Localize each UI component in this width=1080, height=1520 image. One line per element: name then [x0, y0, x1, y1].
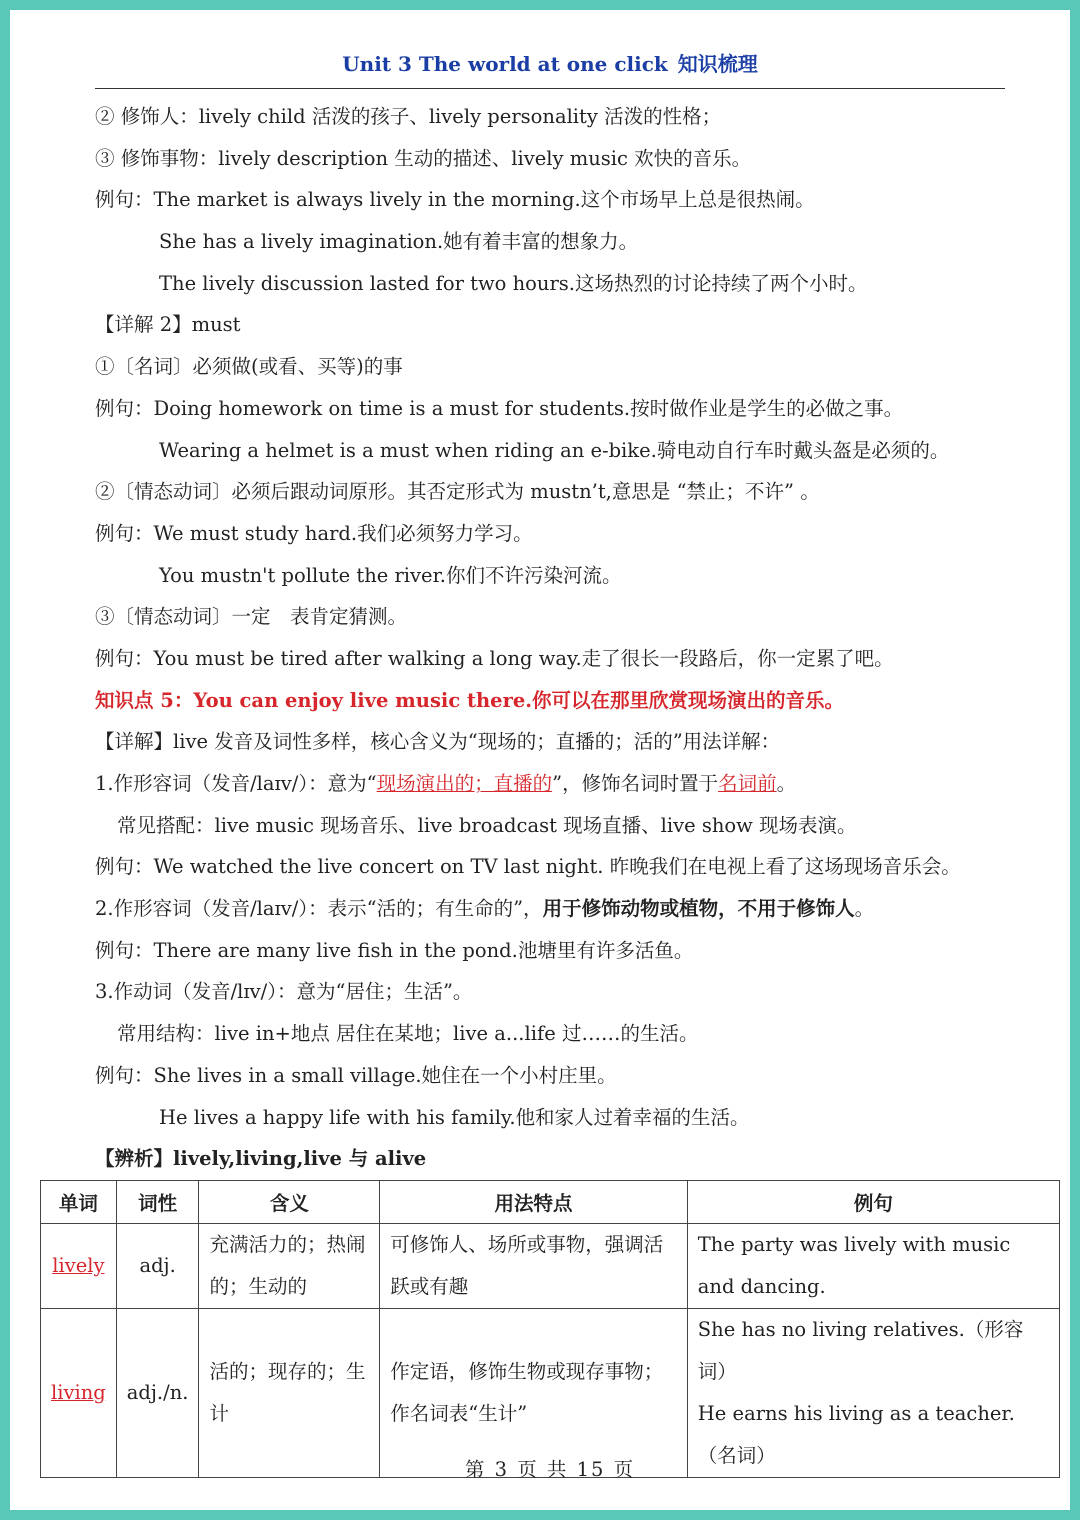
comparison-heading: 【辨析】lively,living,live 与 alive [95, 1147, 427, 1171]
table-header-row [41, 1181, 1060, 1224]
example-line: The lively discussion lasted for two hours.这场热烈的讨论持续了两个小时。 [159, 271, 868, 295]
meaning-cell: 充满活力的；热闹的；生动的 [199, 1224, 380, 1309]
example-line: She has no living relatives.（形容词） [697, 1318, 1024, 1383]
example-line: 例句：The market is always lively in the morning.这个市场早上总是很热闹。 [95, 188, 815, 212]
header-title-en: Unit 3 The world at one click [342, 52, 668, 76]
page-number: 第 3 页 共 15 页 [464, 1458, 636, 1481]
text-span: 。 [776, 772, 797, 795]
text-line: ③〔情态动词〕一定 表肯定猜测。 [95, 605, 408, 629]
text-line: 常用结构：live in+地点 居住在某地；live a...life 过……的生活。 [117, 1022, 699, 1046]
bold-text: 用于修饰动物或植物，不用于修饰人 [542, 897, 855, 921]
text-line: ② 修饰人：lively child 活泼的孩子、lively personality 活泼的性格； [95, 105, 722, 128]
text-line: 3.作动词（发音/lɪv/）：意为“居住；生活”。 [95, 980, 473, 1004]
text-line: ②〔情态动词〕必须后跟动词原形。其否定形式为 mustn’t,意思是 “禁止；不许” 。 [95, 480, 820, 504]
table-header-cell: 用法特点 [380, 1181, 688, 1224]
text-line [95, 888, 1025, 930]
word-cell: living [41, 1309, 117, 1478]
example-line: 例句：We watched the live concert on TV last night. 昨晚我们在电视上看了这场现场音乐会。 [95, 855, 961, 879]
text-span: 2.作形容词（发音/laɪv/）：表示“活的；有生命的”， [95, 897, 543, 921]
table-header-cell: 含义 [199, 1181, 380, 1224]
table-row [41, 1309, 1060, 1478]
example-line: 例句：You must be tired after walking a long way.走了很长一段路后，你一定累了吧。 [95, 646, 894, 670]
header-title-cn: 知识梳理 [677, 52, 758, 76]
pos-cell: adj./n. [116, 1309, 199, 1478]
example-line: 例句：Doing homework on time is a must for students.按时做作业是学生的必做之事。 [95, 396, 904, 420]
pos-cell: adj. [116, 1224, 199, 1309]
text-span: 1.作形容词（发音/laɪv/）：意为“ [95, 772, 377, 795]
text-span: ”，修饰名词时置于 [552, 772, 719, 795]
meaning-cell: 活的；现存的；生计 [199, 1309, 380, 1478]
table-header-cell: 例句 [687, 1181, 1059, 1224]
table-row [41, 1224, 1060, 1309]
underlined-answer: 名词前 [718, 772, 777, 795]
text-line: ①〔名词〕必须做(或看、买等)的事 [95, 355, 403, 379]
example-line: 例句：We must study hard.我们必须努力学习。 [95, 521, 533, 545]
usage-cell: 可修饰人、场所或事物，强调活跃或有趣 [380, 1224, 688, 1309]
example-line: 例句：There are many live fish in the pond.池塘里有许多活鱼。 [95, 938, 694, 962]
section-heading: 【详解 2】must [95, 313, 241, 337]
table-header-cell: 单词 [41, 1181, 117, 1224]
word-cell: lively [41, 1224, 117, 1309]
usage-cell: 作定语，修饰生物或现存事物；作名词表“生计” [380, 1309, 688, 1478]
example-line: Wearing a helmet is a must when riding an e-bike.骑电动自行车时戴头盔是必须的。 [159, 438, 950, 462]
text-line: ③ 修饰事物：lively description 生动的描述、lively music 欢快的音乐。 [95, 146, 752, 170]
example-cell [687, 1309, 1059, 1478]
text-line: 常见搭配：live music 现场音乐、live broadcast 现场直播、live show 现场表演。 [117, 813, 857, 837]
text-line: 【详解】live 发音及词性多样，核心含义为“现场的；直播的；活的”用法详解： [95, 730, 781, 754]
table-header-cell: 词性 [116, 1181, 199, 1224]
example-line: She has a lively imagination.她有着丰富的想象力。 [159, 230, 639, 254]
text-line [95, 763, 1025, 805]
knowledge-point-heading: 知识点 5：You can enjoy live music there.你可以在那里欣赏现场演出的音乐。 [95, 688, 845, 712]
example-line: 例句：She lives in a small village.她住在一个小村庄里。 [95, 1063, 617, 1087]
page-header [95, 48, 1005, 77]
example-line: You mustn't pollute the river.你们不许污染河流。 [159, 563, 622, 587]
example-line: He earns his living as a teacher.（名词） [697, 1402, 1015, 1467]
document-body [95, 96, 1025, 1180]
example-line: He lives a happy life with his family.他和家人过着幸福的生活。 [159, 1105, 750, 1129]
example-cell: The party was lively with music and dancing. [687, 1224, 1059, 1309]
underlined-answer: 现场演出的；直播的 [376, 772, 553, 795]
text-span: 。 [854, 897, 875, 921]
header-divider [95, 88, 1005, 89]
comparison-table [40, 1180, 1060, 1478]
